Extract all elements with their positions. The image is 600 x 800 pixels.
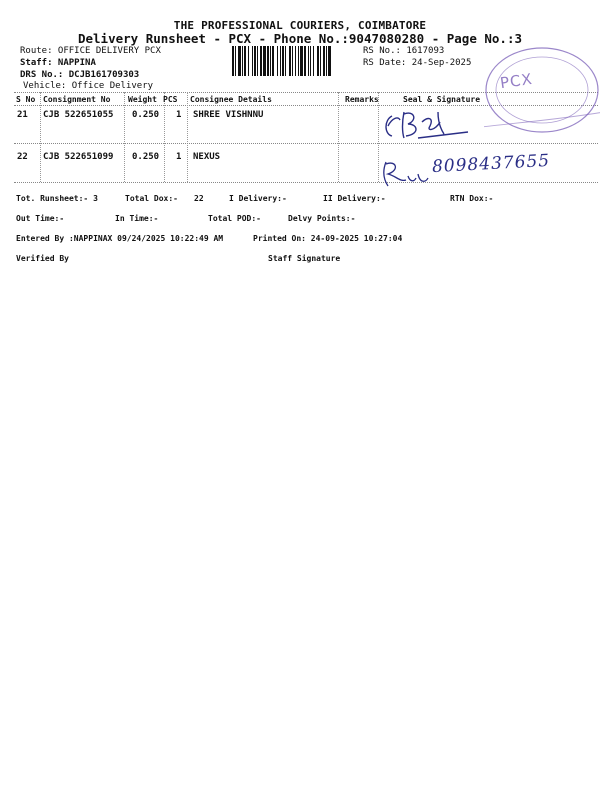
col-header-remarks: Remarks — [345, 95, 379, 104]
stamp-text: PCX — [498, 69, 534, 93]
row-sno: 22 — [17, 152, 28, 162]
col-header-pcs: PCS — [163, 95, 178, 104]
out-time: Out Time:- — [16, 214, 65, 223]
delivery-points: Delvy Points:- — [288, 214, 356, 223]
staff-label: Staff: NAPPINA — [20, 58, 96, 68]
ii-delivery: II Delivery:- — [323, 194, 386, 203]
courier-stamp-seal — [484, 46, 600, 150]
runsheet-subtitle: Delivery Runsheet - PCX - Phone No.:9047080280 - Page No.:3 — [77, 31, 522, 46]
printed-on: Printed On: 24-09-2025 10:27:04 — [253, 234, 403, 243]
handwritten-signature-1 — [378, 108, 470, 142]
row-weight: 0.250 — [132, 110, 160, 120]
row-consignee: SHREE VISHNNU — [193, 110, 264, 120]
col-header-weight: Weight — [128, 95, 157, 104]
route-label: Route: OFFICE DELIVERY PCX — [20, 46, 161, 56]
rs-number: RS No.: 1617093 — [363, 46, 445, 56]
row-pcs: 1 — [176, 110, 182, 120]
col-header-sno: S No — [16, 95, 36, 104]
column-divider — [124, 92, 125, 182]
column-divider — [40, 92, 41, 182]
vehicle-label: Vehicle: Office Delivery — [23, 81, 154, 91]
row-consignment: CJB 522651055 — [43, 110, 114, 120]
handwritten-signature-2 — [376, 158, 430, 190]
col-header-seal-signature: Seal & Signature — [403, 95, 481, 104]
column-divider — [164, 92, 165, 182]
row-consignment: CJB 522651099 — [43, 152, 114, 162]
handwritten-phone: 8098437655 — [431, 150, 551, 178]
drs-number: DRS No.: DCJB161709303 — [20, 70, 140, 80]
row-rule — [14, 182, 598, 183]
staff-signature: Staff Signature — [268, 254, 341, 263]
rs-date: RS Date: 24-Sep-2025 — [363, 58, 472, 68]
total-dox-label: Total Dox:- — [125, 194, 178, 203]
col-header-consignment: Consignment No — [43, 95, 111, 104]
row-consignee: NEXUS — [193, 152, 221, 162]
verified-by: Verified By — [16, 254, 69, 263]
in-time: In Time:- — [115, 214, 159, 223]
total-pod: Total POD:- — [208, 214, 261, 223]
row-pcs: 1 — [176, 152, 182, 162]
row-sno: 21 — [17, 110, 28, 120]
barcode-image — [232, 46, 360, 76]
rtn-dox: RTN Dox:- — [450, 194, 494, 203]
column-divider — [187, 92, 188, 182]
i-delivery: I Delivery:- — [229, 194, 287, 203]
column-divider — [338, 92, 339, 182]
row-weight: 0.250 — [132, 152, 160, 162]
total-dox-value: 22 — [194, 194, 204, 203]
company-title: THE PROFESSIONAL COURIERS, COIMBATORE — [173, 19, 427, 32]
entered-by: Entered By :NAPPINAX 09/24/2025 10:22:49 AM — [16, 234, 224, 243]
total-runsheet: Tot. Runsheet:- 3 — [16, 194, 98, 203]
col-header-consignee: Consignee Details — [190, 95, 272, 104]
